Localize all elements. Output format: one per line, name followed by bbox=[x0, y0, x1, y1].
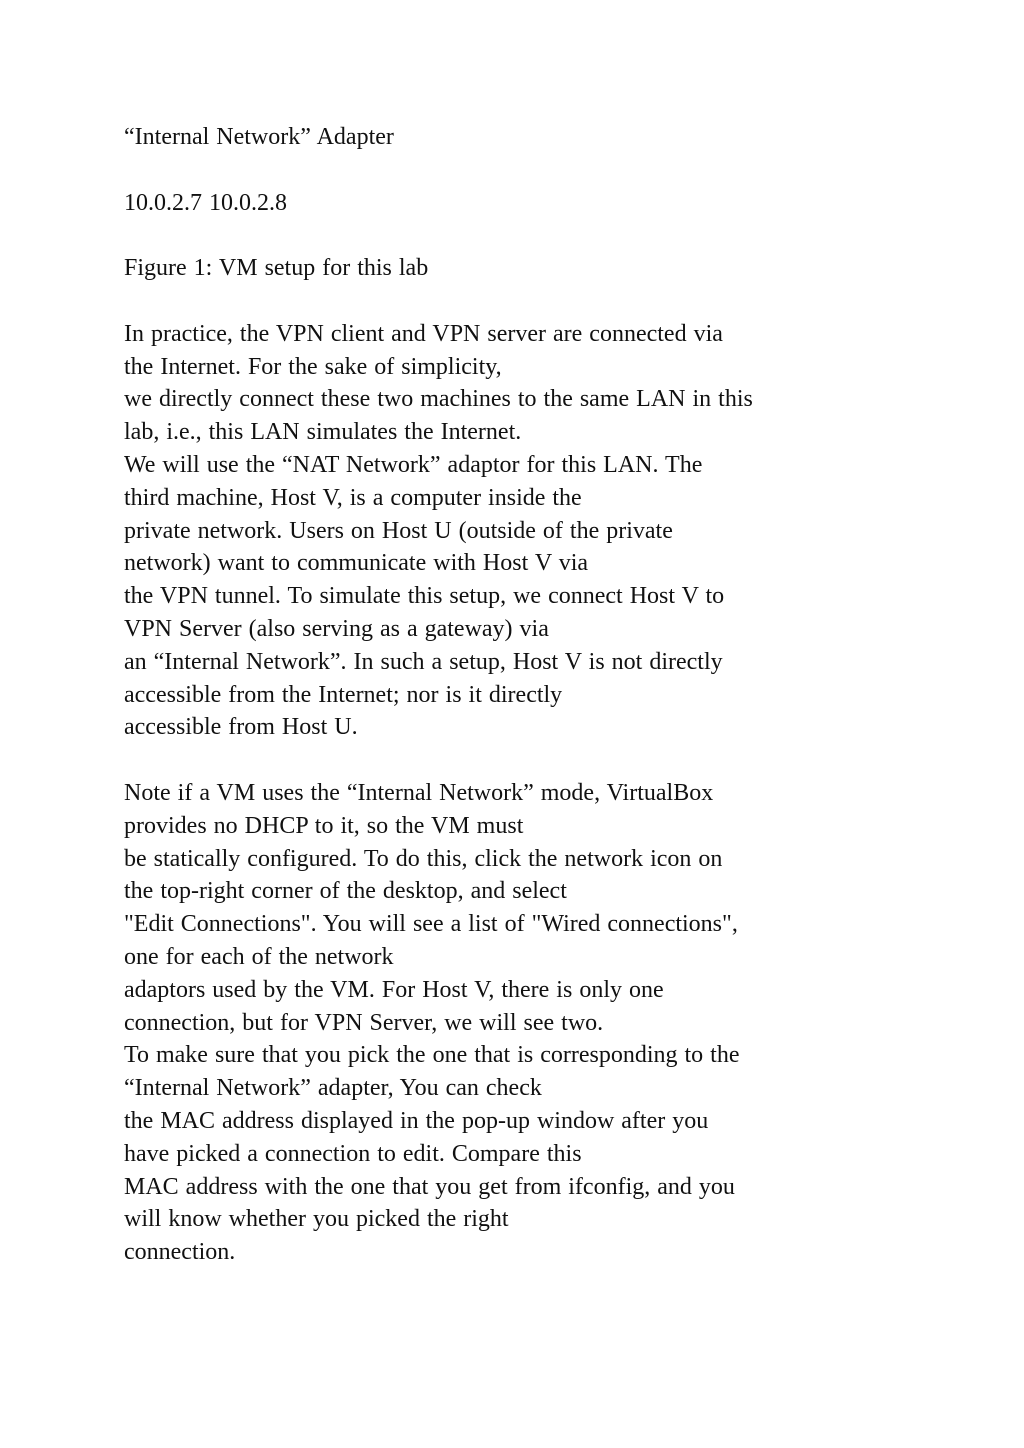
text-line: an “Internal Network”. In such a setup, Host V is not directly bbox=[124, 648, 723, 675]
text-line: provides no DHCP to it, so the VM must bbox=[124, 812, 524, 839]
text-line: accessible from Host U. bbox=[124, 714, 358, 741]
text-line: connection. bbox=[124, 1239, 236, 1266]
text-line: MAC address with the one that you get from ifconfig, and you bbox=[124, 1173, 735, 1200]
spacer bbox=[124, 744, 924, 777]
text-line: be statically configured. To do this, click the network icon on bbox=[124, 845, 723, 872]
text-line: the MAC address displayed in the pop-up window after you bbox=[124, 1107, 709, 1134]
text-line: one for each of the network bbox=[124, 943, 394, 970]
paragraph-internal-network-note bbox=[124, 777, 924, 1269]
text-line: the top-right corner of the desktop, and select bbox=[124, 878, 567, 905]
text-line: private network. Users on Host U (outside of the private bbox=[124, 517, 673, 544]
figure-caption: Figure 1: VM setup for this lab bbox=[124, 255, 429, 282]
text-line: accessible from the Internet; nor is it directly bbox=[124, 681, 563, 708]
ip-addresses: 10.0.2.7 10.0.2.8 bbox=[124, 189, 287, 216]
text-line: third machine, Host V, is a computer inside the bbox=[124, 484, 582, 511]
text-line: will know whether you picked the right bbox=[124, 1206, 509, 1233]
text-line: “Internal Network” adapter, You can check bbox=[124, 1075, 542, 1102]
document-body bbox=[124, 121, 924, 1269]
text-line: adaptors used by the VM. For Host V, there is only one bbox=[124, 976, 664, 1003]
text-line: "Edit Connections". You will see a list of "Wired connections", bbox=[124, 911, 738, 938]
adapter-heading: “Internal Network” Adapter bbox=[124, 124, 394, 150]
text-line: have picked a connection to edit. Compare this bbox=[124, 1140, 582, 1167]
text-line: connection, but for VPN Server, we will see two. bbox=[124, 1009, 604, 1036]
text-line: we directly connect these two machines to the same LAN in this bbox=[124, 386, 753, 413]
text-line: In practice, the VPN client and VPN server are connected via bbox=[124, 320, 723, 347]
text-line: the Internet. For the sake of simplicity, bbox=[124, 353, 502, 380]
text-line: VPN Server (also serving as a gateway) via bbox=[124, 615, 549, 642]
text-line: We will use the “NAT Network” adaptor for this LAN. The bbox=[124, 451, 703, 478]
text-line: To make sure that you pick the one that is corresponding to the bbox=[124, 1042, 740, 1069]
paragraph-vpn-setup bbox=[124, 318, 924, 744]
text-line: lab, i.e., this LAN simulates the Internet. bbox=[124, 419, 522, 446]
text-line: Note if a VM uses the “Internal Network” mode, VirtualBox bbox=[124, 779, 714, 806]
text-line: the VPN tunnel. To simulate this setup, we connect Host V to bbox=[124, 583, 725, 610]
text-line: network) want to communicate with Host V via bbox=[124, 550, 589, 577]
spacer bbox=[124, 219, 924, 252]
spacer bbox=[124, 285, 924, 318]
spacer bbox=[124, 154, 924, 187]
